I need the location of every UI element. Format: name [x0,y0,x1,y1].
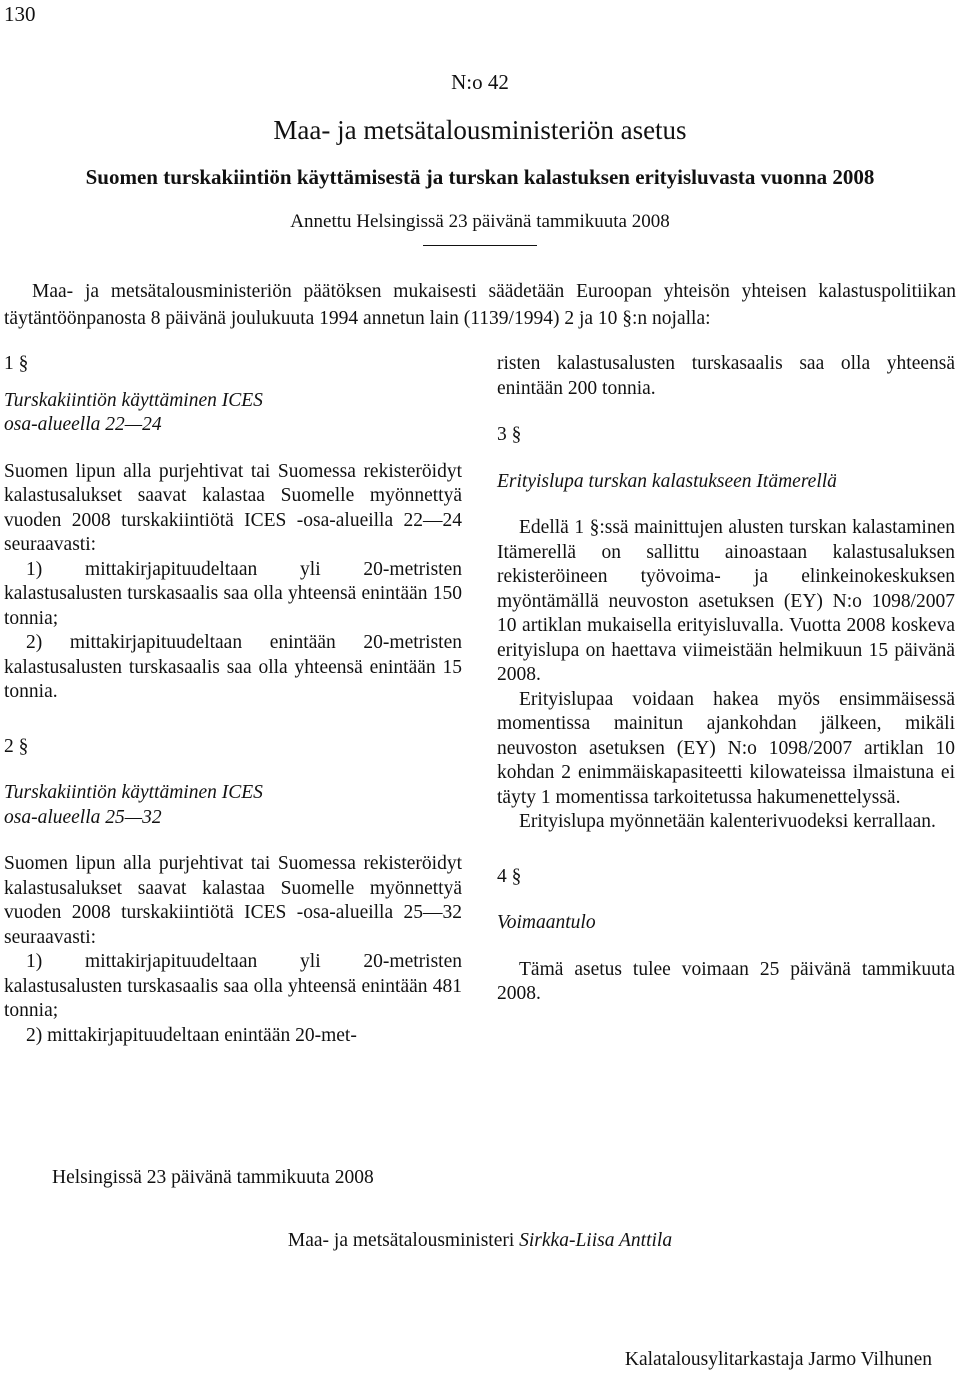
section-2-heading-line-2: osa-alueella 25—32 [4,806,162,828]
section-1-item-2: 2) mittakirjapituudeltaan enintään 20-metristen kalastusalusten turskasaalis saa olla yhteensä enintään 15 tonnia. [4,632,462,702]
section-4-number: 4 § [497,865,522,887]
section-1-paragraph: Suomen lipun alla purjehtivat tai Suomessa rekisteröidyt kalastusalukset saavat kalastaa Suomelle myönnettyä vuoden 2008 turskakiintiötä ICES -osa-alueilla 22—24 seuraavasti: [4,460,462,555]
section-2-heading-line-1: Turskakiintiön käyttäminen ICES [4,782,263,803]
minister-signature [0,1230,960,1252]
document-title: Maa- ja metsätalousministeriön asetus [273,115,687,145]
section-2-item-2-start: 2) mittakirjapituudeltaan enintään 20-met- [26,1024,357,1046]
section-2-item-1: 1) mittakirjapituudeltaan yli 20-metristen kalastusalusten turskasaalis saa olla yhteensä enintään 481 tonnia; [4,951,462,1021]
title-divider [423,245,537,246]
document-subtitle: Suomen turskakiintiön käyttämisestä ja turskan kalastuksen erityisluvasta vuonna 2008 [85,165,875,189]
section-3-paragraph-1: Edellä 1 §:ssä mainittujen alusten turskan kalastaminen Itämerellä on sallittu ainoastaan kalastusaluksen rekisteröineen työvoima- ja elinkeinokeskuksen myöntämällä neuvoston asetuksen (EY) N:o 1098/2007 10 artiklan mukaisella erityisluvalla. Vuotta 2008 koskeva erityislupa on haettava viimeistään helmikuun 15 päivänä 2008. [497,517,955,685]
section-2-number: 2 § [4,735,29,757]
section-1-number: 1 § [4,353,29,374]
section-3-number: 3 § [497,424,522,445]
section-2-paragraph: Suomen lipun alla purjehtivat tai Suomessa rekisteröidyt kalastusalukset saavat kalastaa Suomelle myönnettyä vuoden 2008 turskakiintiötä ICES -osa-alueilla 25—32 seuraavasti: [4,853,462,948]
section-1-item-1: 1) mittakirjapituudeltaan yli 20-metristen kalastusalusten turskasaalis saa olla yhteensä enintään 150 tonnia; [4,558,462,629]
given-line: Annettu Helsingissä 23 päivänä tammikuuta 2008 [290,211,670,232]
section-4-paragraph: Tämä asetus tulee voimaan 25 päivänä tammikuuta 2008. [497,958,955,1004]
section-3-paragraph-2: Erityislupaa voidaan hakea myös ensimmäisessä momentissa mainitun ajankohdan jälkeen, mikäli neuvoston asetuksen (EY) N:o 1098/2007 artiklan 10 kohdan 2 enimmäiskapasiteetti kilowateissa ilmaistuna ei täyty 1 momentissa tarkoitetussa hakumenettelyssä. [497,688,955,808]
minister-title: Maa- ja metsätalousministeri [287,1230,515,1251]
section-4-heading: Voimaantulo [497,912,596,933]
section-3-heading: Erityislupa turskan kalastukseen Itämerellä [497,470,837,492]
page-number: 130 [4,2,36,26]
signature-place-date: Helsingissä 23 päivänä tammikuuta 2008 [52,1167,374,1188]
left-column [4,352,462,1048]
section-1-heading-line-2: osa-alueella 22—24 [4,414,162,435]
section-2-item-2-continuation: risten kalastusalusten turskasaalis saa olla yhteensä enintään 200 tonnia. [497,353,955,399]
document-number: N:o 42 [451,70,509,94]
officer-signature: Kalatalousylitarkastaja Jarmo Vilhunen [624,1349,932,1370]
right-column [497,352,955,1007]
section-3-paragraph-3: Erityislupa myönnetään kalenterivuodeksi kerrallaan. [519,811,936,832]
preamble-text: Maa- ja metsätalousministeriön päätöksen mukaisesti säädetään Euroopan yhteisön yhteisen kalastuspolitiikan täytäntöönpanosta 8 päivänä joulukuuta 1994 annetun lain (1139/1994) 2 ja 10 §:n nojalla: [4,281,956,329]
preamble [4,278,956,332]
minister-name: Sirkka-Liisa Anttila [519,1230,673,1251]
section-1-heading-line-1: Turskakiintiön käyttäminen ICES [4,389,263,411]
